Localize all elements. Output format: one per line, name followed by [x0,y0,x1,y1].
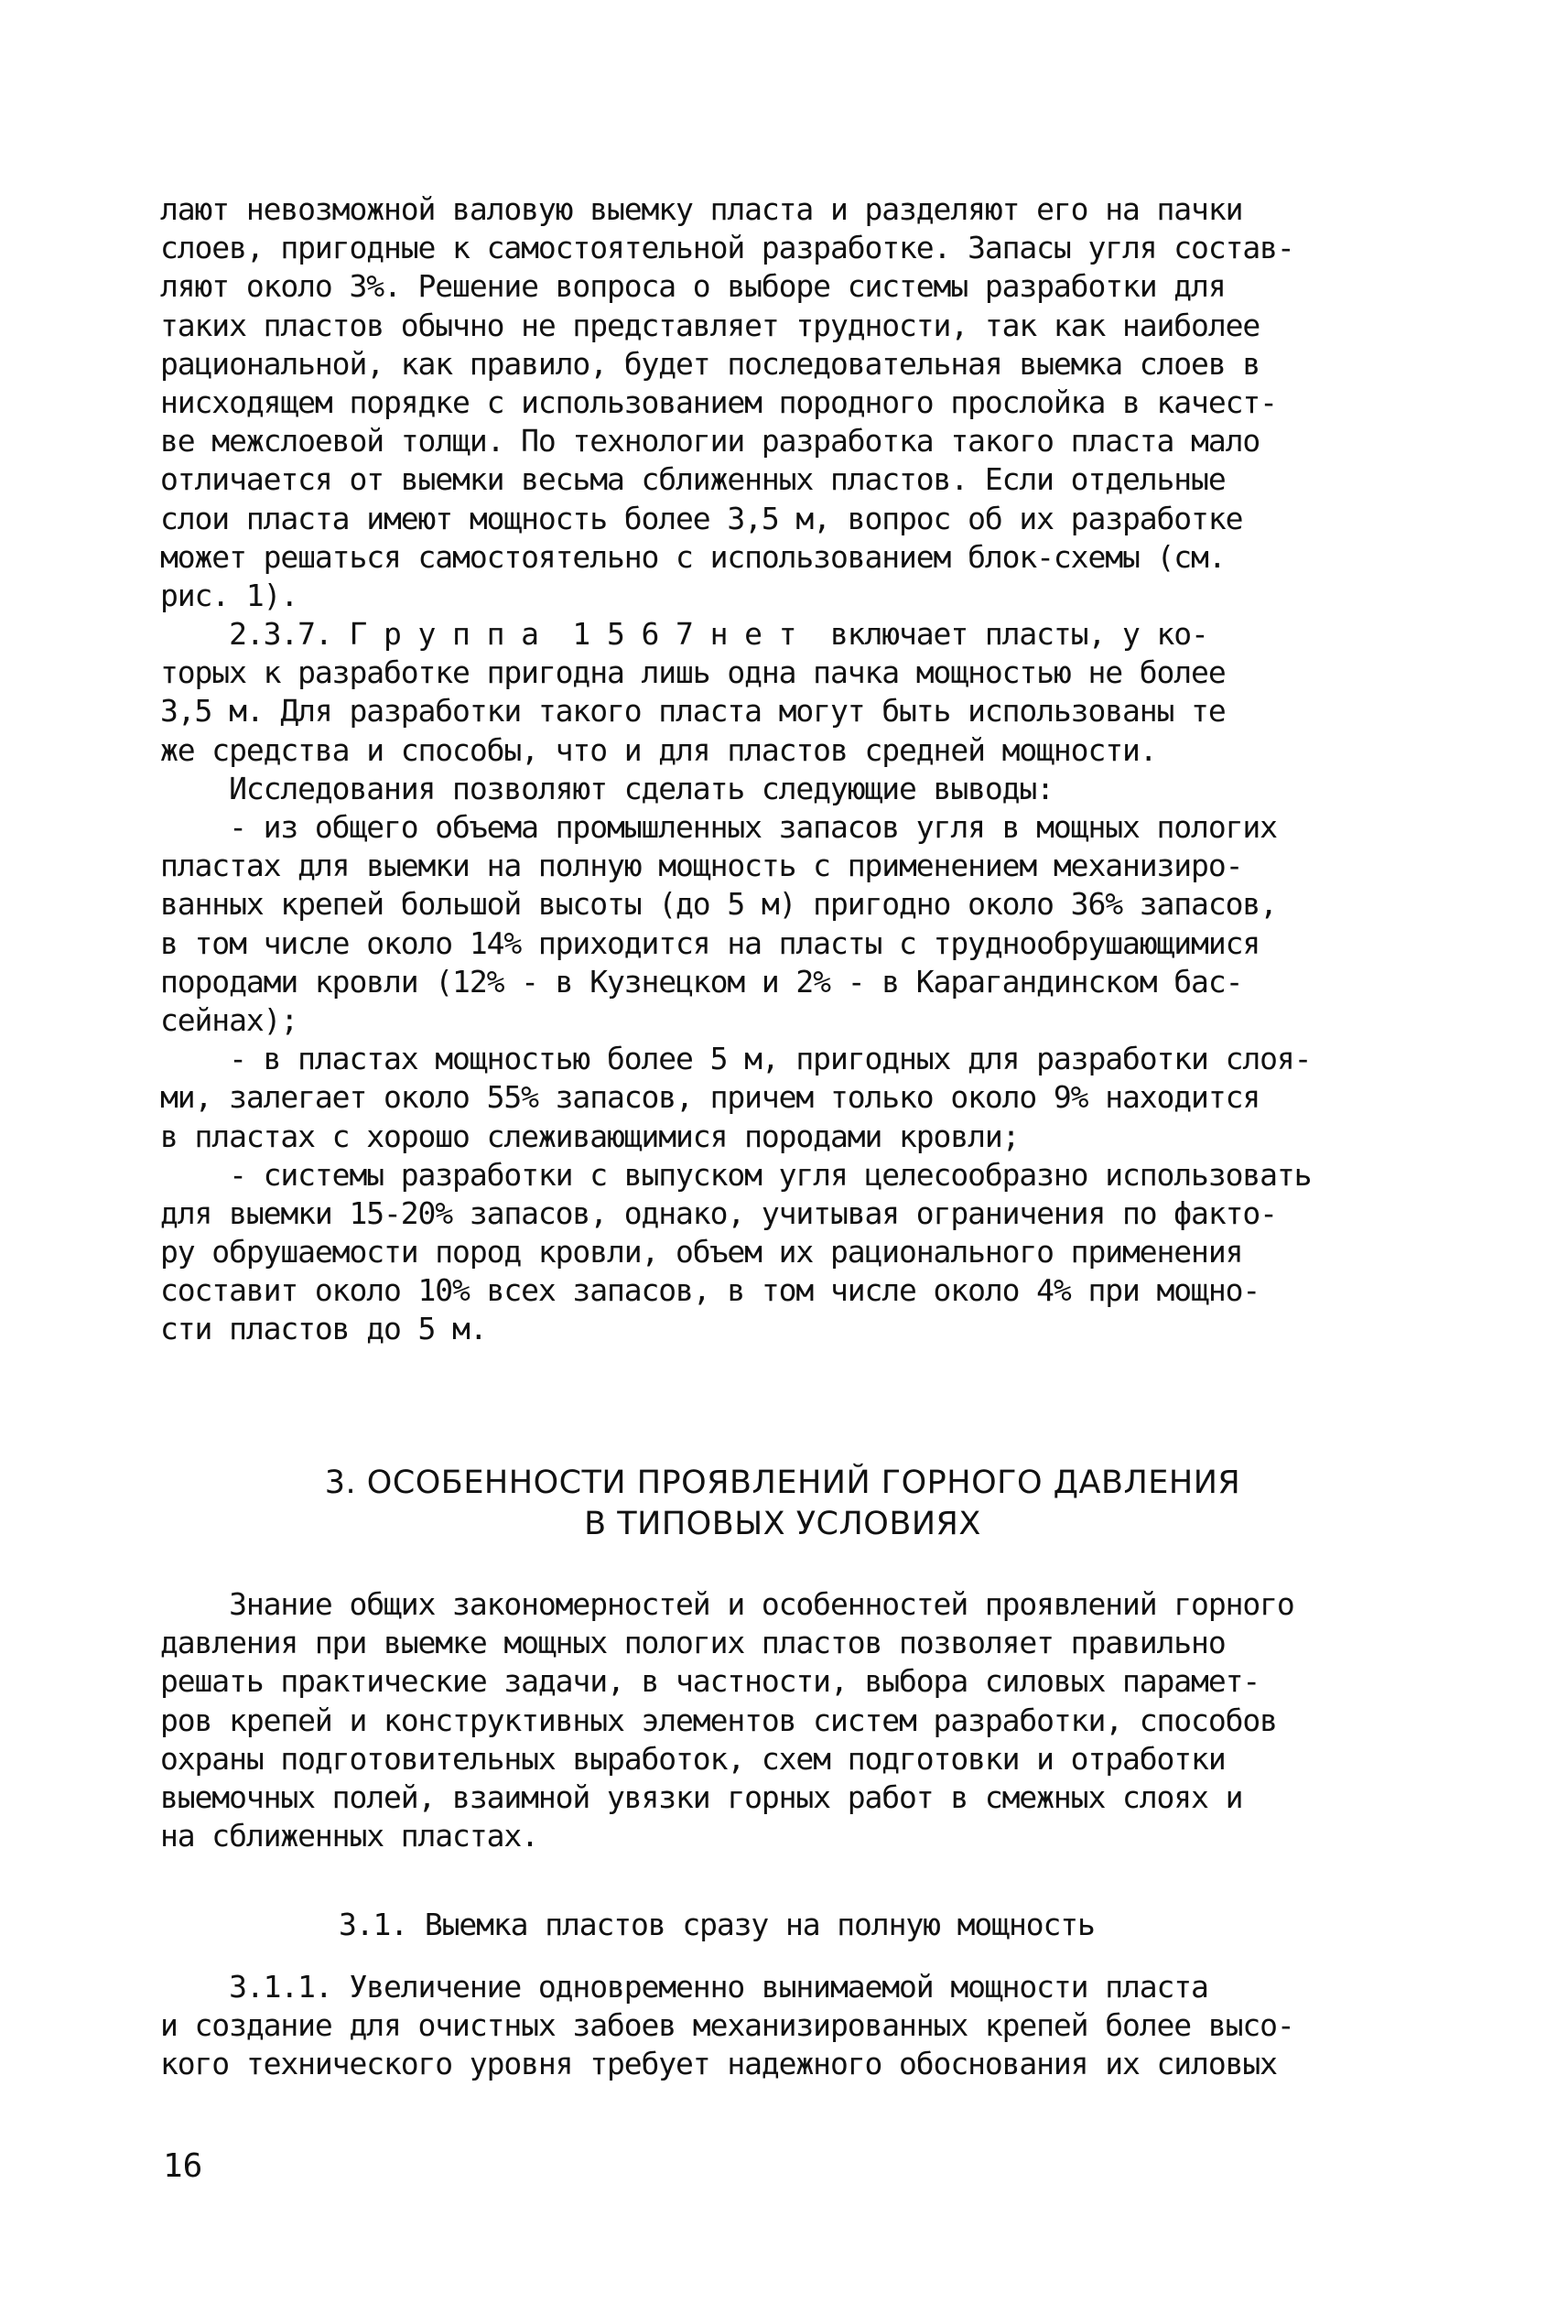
page-number: 16 [163,2147,203,2185]
text-line: слоев, пригодные к самостоятельной разработке. Запасы угля состав- [160,230,1294,266]
text-line: ми, залегает около 55% запасов, причем только около 9% находится [160,1079,1260,1116]
text-line: - в пластах мощностью более 5 м, пригодных для разработки слоя- [160,1041,1312,1077]
text-line: нисходящем порядке с использованием породного прослойка в качест- [160,384,1277,420]
text-line: сти пластов до 5 м. [160,1311,487,1347]
text-line: в том числе около 14% приходится на пласты с труднообрушающимися [160,924,1260,961]
text-line: 3,5 м. Для разработки такого пласта могут быть использованы те [160,693,1226,730]
text-line: Знание общих закономерностей и особенностей проявлений горного [160,1586,1294,1622]
text-line: сейнах); [160,1001,298,1038]
text-line: для выемки 15-20% запасов, однако, учитывая ограничения по факто- [160,1194,1277,1231]
text-line: кого технического уровня требует надежного обоснования их силовых [160,2046,1277,2082]
text-line: ров крепей и конструктивных элементов систем разработки, способов [160,1702,1277,1738]
text-line: отличается от выемки весьма сближенных пластов. Если отдельные [160,461,1226,498]
text-line: Исследования позволяют сделать следующие выводы: [160,770,1054,806]
text-line: породами кровли (12% - в Кузнецком и 2% - в Карагандинском бас- [160,963,1243,1000]
text-line: пластах для выемки на полную мощность с применением механизиро- [160,848,1243,884]
text-line: решать практические задачи, в частности, выбора силовых парамет- [160,1663,1260,1700]
body-text-block [160,190,1405,1349]
text-line: таких пластов обычно не представляет трудности, так как наиболее [160,307,1260,343]
text-line: слои пласта имеют мощность более 3,5 м, вопрос об их разработке [160,500,1243,536]
section-heading-line-2: В ТИПОВЫХ УСЛОВИЯХ [584,1506,981,1542]
text-line: 2.3.7. Г р у п п а 1 5 6 7 н е т включает пласты, у ко- [160,616,1208,653]
subsection-heading: 3.1. Выемка пластов сразу на полную мощность [339,1907,1095,1942]
text-line: охраны подготовительных выработок, схем подготовки и отработки [160,1740,1226,1777]
text-line: 3.1.1. Увеличение одновременно вынимаемой мощности пласта [160,1969,1208,2005]
text-line: на сближенных пластах. [160,1818,538,1854]
text-line: давления при выемке мощных пологих пластов позволяет правильно [160,1625,1226,1661]
text-line: ве межслоевой толщи. По технологии разработка такого пласта мало [160,423,1260,459]
text-line: ляют около 3%. Решение вопроса о выборе системы разработки для [160,268,1226,305]
section-heading-line-1: 3. ОСОБЕННОСТИ ПРОЯВЛЕНИЙ ГОРНОГО ДАВЛЕНИЯ [324,1465,1241,1501]
text-line: - из общего объема промышленных запасов угля в мощных пологих [160,809,1277,845]
text-line: может решаться самостоятельно с использованием блок-схемы (см. [160,538,1226,575]
text-line: рациональной, как правило, будет последовательная выемка слоев в [160,345,1260,382]
text-line: ру обрушаемости пород кровли, объем их рационального применения [160,1234,1243,1270]
subsection-text-block [160,1968,1405,2084]
text-line: и создание для очистных забоев механизированных крепей более высо- [160,2007,1294,2044]
section-intro-block [160,1585,1405,1855]
text-line: выемочных полей, взаимной увязки горных работ в смежных слоях и [160,1778,1243,1815]
text-line: ванных крепей большой высоты (до 5 м) пригодно около 36% запасов, [160,886,1277,923]
text-line: в пластах с хорошо слеживающимися породами кровли; [160,1118,1020,1154]
text-line: составит около 10% всех запасов, в том числе около 4% при мощно- [160,1272,1260,1309]
text-line: - системы разработки с выпуском угля целесообразно использовать [160,1156,1312,1193]
text-line: же средства и способы, что и для пластов средней мощности. [160,731,1157,768]
text-line: лают невозможной валовую выемку пласта и разделяют его на пачки [160,191,1243,227]
text-line: рис. 1). [160,577,298,613]
text-line: торых к разработке пригодна лишь одна пачка мощностью не более [160,654,1226,691]
